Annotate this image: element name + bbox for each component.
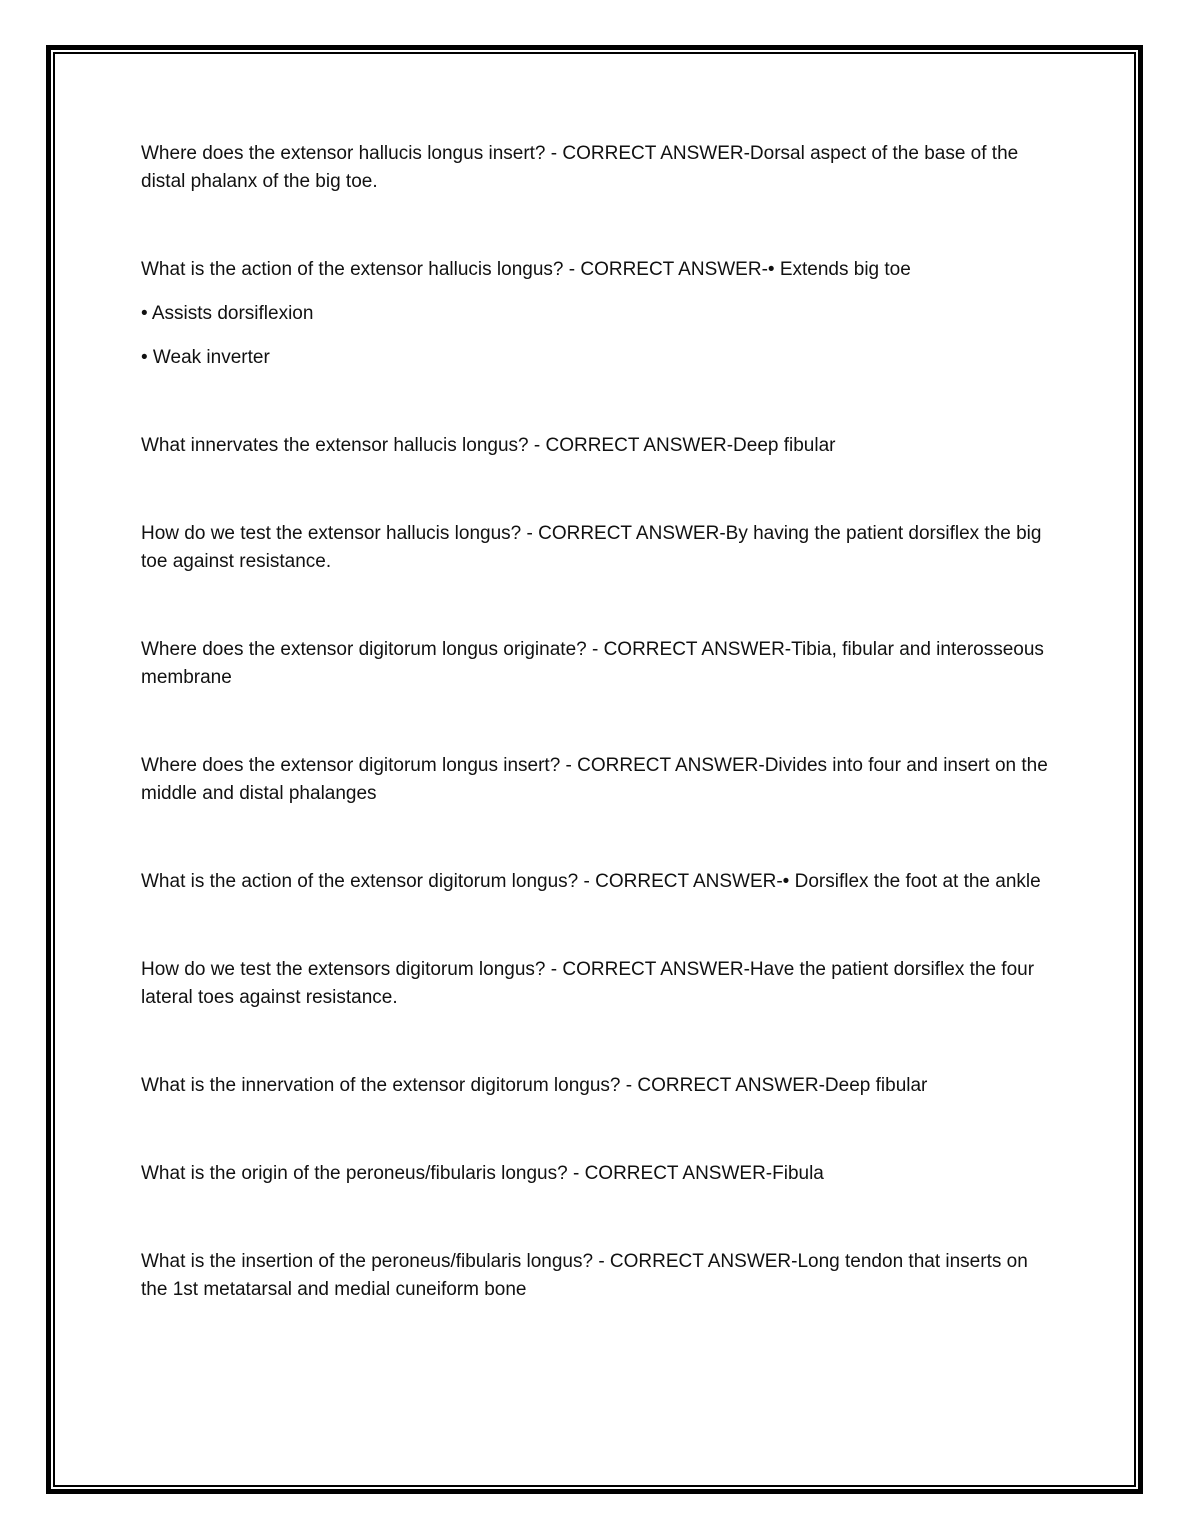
qa-entry: Where does the extensor digitorum longus insert? - CORRECT ANSWER-Divides into four and insert on the middle and distal phalanges bbox=[141, 755, 1048, 804]
qa-entry: What is the innervation of the extensor digitorum longus? - CORRECT ANSWER-Deep fibular bbox=[141, 1075, 928, 1096]
bullet-item: • Weak inverter bbox=[141, 347, 270, 368]
qa-entry: How do we test the extensors digitorum longus? - CORRECT ANSWER-Have the patient dorsiflex the four lateral toes against resistance. bbox=[141, 959, 1035, 1008]
document-body bbox=[141, 140, 1056, 1304]
qa-entry: What is the insertion of the peroneus/fibularis longus? - CORRECT ANSWER-Long tendon that inserts on the 1st metatarsal and medial cuneiform bone bbox=[141, 1251, 1028, 1300]
qa-entry: What is the action of the extensor hallucis longus? - CORRECT ANSWER-• Extends big toe bbox=[141, 259, 911, 280]
qa-entry: What is the origin of the peroneus/fibularis longus? - CORRECT ANSWER-Fibula bbox=[141, 1163, 824, 1184]
qa-entry: Where does the extensor hallucis longus insert? - CORRECT ANSWER-Dorsal aspect of the base of the distal phalanx of the big toe. bbox=[141, 143, 1019, 192]
qa-entry: What is the action of the extensor digitorum longus? - CORRECT ANSWER-• Dorsiflex the foot at the ankle bbox=[141, 871, 1041, 892]
qa-entry: What innervates the extensor hallucis longus? - CORRECT ANSWER-Deep fibular bbox=[141, 435, 836, 456]
qa-entry: Where does the extensor digitorum longus originate? - CORRECT ANSWER-Tibia, fibular and interosseous membrane bbox=[141, 639, 1044, 688]
bullet-item: • Assists dorsiflexion bbox=[141, 303, 314, 324]
qa-entry: How do we test the extensor hallucis longus? - CORRECT ANSWER-By having the patient dorsiflex the big toe against resistance. bbox=[141, 523, 1042, 572]
